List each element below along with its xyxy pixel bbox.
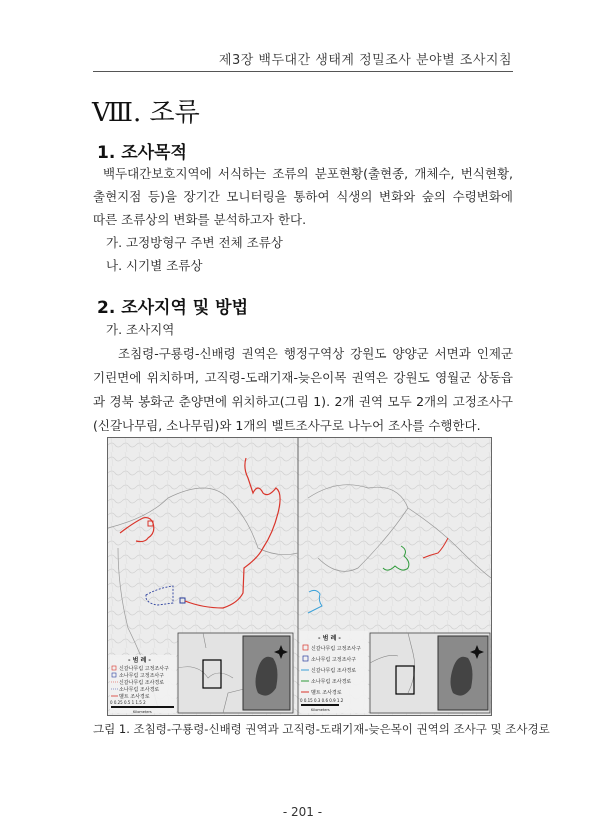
legend-item: 소나무림 고정조사구 <box>119 673 165 679</box>
paragraph-line: 조침령-구룡령-신배령 권역은 행정구역상 강원도 양양군 서면과 인제군 <box>118 346 513 361</box>
header-divider <box>93 71 513 72</box>
paragraph-line: 기린면에 위치하며, 고직령-도래기재-늦은이목 권역은 강원도 영월군 상동읍 <box>93 370 513 385</box>
scale-labels: 0 0.15 0.3 0.6 0.9 1.2 <box>300 698 344 703</box>
scale-unit: Kilometers <box>133 710 152 714</box>
list-item: 나. 시기별 조류상 <box>106 258 203 273</box>
legend-item: 신갈나무림 고정조사구 <box>119 666 169 672</box>
scale-labels: 0 0.25 0.5 1 1.5 2 <box>110 700 146 705</box>
figure-caption: 그림 1. 조침령-구룡령-신배령 권역과 고직령-도래기재-늦은목이 권역의 조사구 및 조사경로 <box>93 722 550 736</box>
page-number: - 201 - <box>282 805 323 819</box>
survey-maps <box>108 438 491 715</box>
scale-unit: Kilometers <box>311 708 330 712</box>
list-item: 가. 고정방형구 주변 전체 조류상 <box>106 235 283 250</box>
figure-maps <box>107 437 492 716</box>
chapter-header: 제3장 백두대간 생태계 정밀조사 분야별 조사지침 <box>218 53 512 68</box>
paragraph-line: 백두대간보호지역에 서식하는 조류의 분포현황(출현종, 개체수, 번식현황, <box>103 166 513 181</box>
legend-title: - 범 례 - <box>128 657 151 664</box>
legend-item: 소나무림 조사경로 <box>311 679 352 685</box>
heading-area-method: 2. 조사지역 및 방법 <box>97 298 248 318</box>
legend-item: 신갈나무림 조사경로 <box>119 680 165 686</box>
paragraph-line: 따른 조류상의 변화를 분석하고자 한다. <box>93 212 307 227</box>
legend-item: 신갈나무림 고정조사구 <box>311 646 361 652</box>
paragraph-line: 출현지점 등)을 장기간 모니터링을 통하여 식생의 변화와 숲의 수령변화에 <box>93 189 513 204</box>
subheading-area: 가. 조사지역 <box>106 322 175 337</box>
legend-item: 소나무림 고정조사구 <box>311 657 357 663</box>
heading-purpose: 1. 조사목적 <box>97 143 187 163</box>
paragraph-line: (신갈나무림, 소나무림)와 1개의 벨트조사구로 나누어 조사를 수행한다. <box>93 418 481 433</box>
section-title: Ⅷ. 조류 <box>92 98 200 128</box>
legend-item: 벨트 조사경로 <box>311 690 342 696</box>
legend-item: 벨트 조사경로 <box>119 694 150 700</box>
legend-item: 신갈나무림 조사경로 <box>311 668 357 674</box>
legend-title: - 범 례 - <box>318 635 341 642</box>
paragraph-line: 과 경북 봉화군 춘양면에 위치하고(그림 1). 2개 권역 모두 2개의 고정조사구 <box>93 394 513 409</box>
legend-item: 소나무림 조사경로 <box>119 687 160 693</box>
